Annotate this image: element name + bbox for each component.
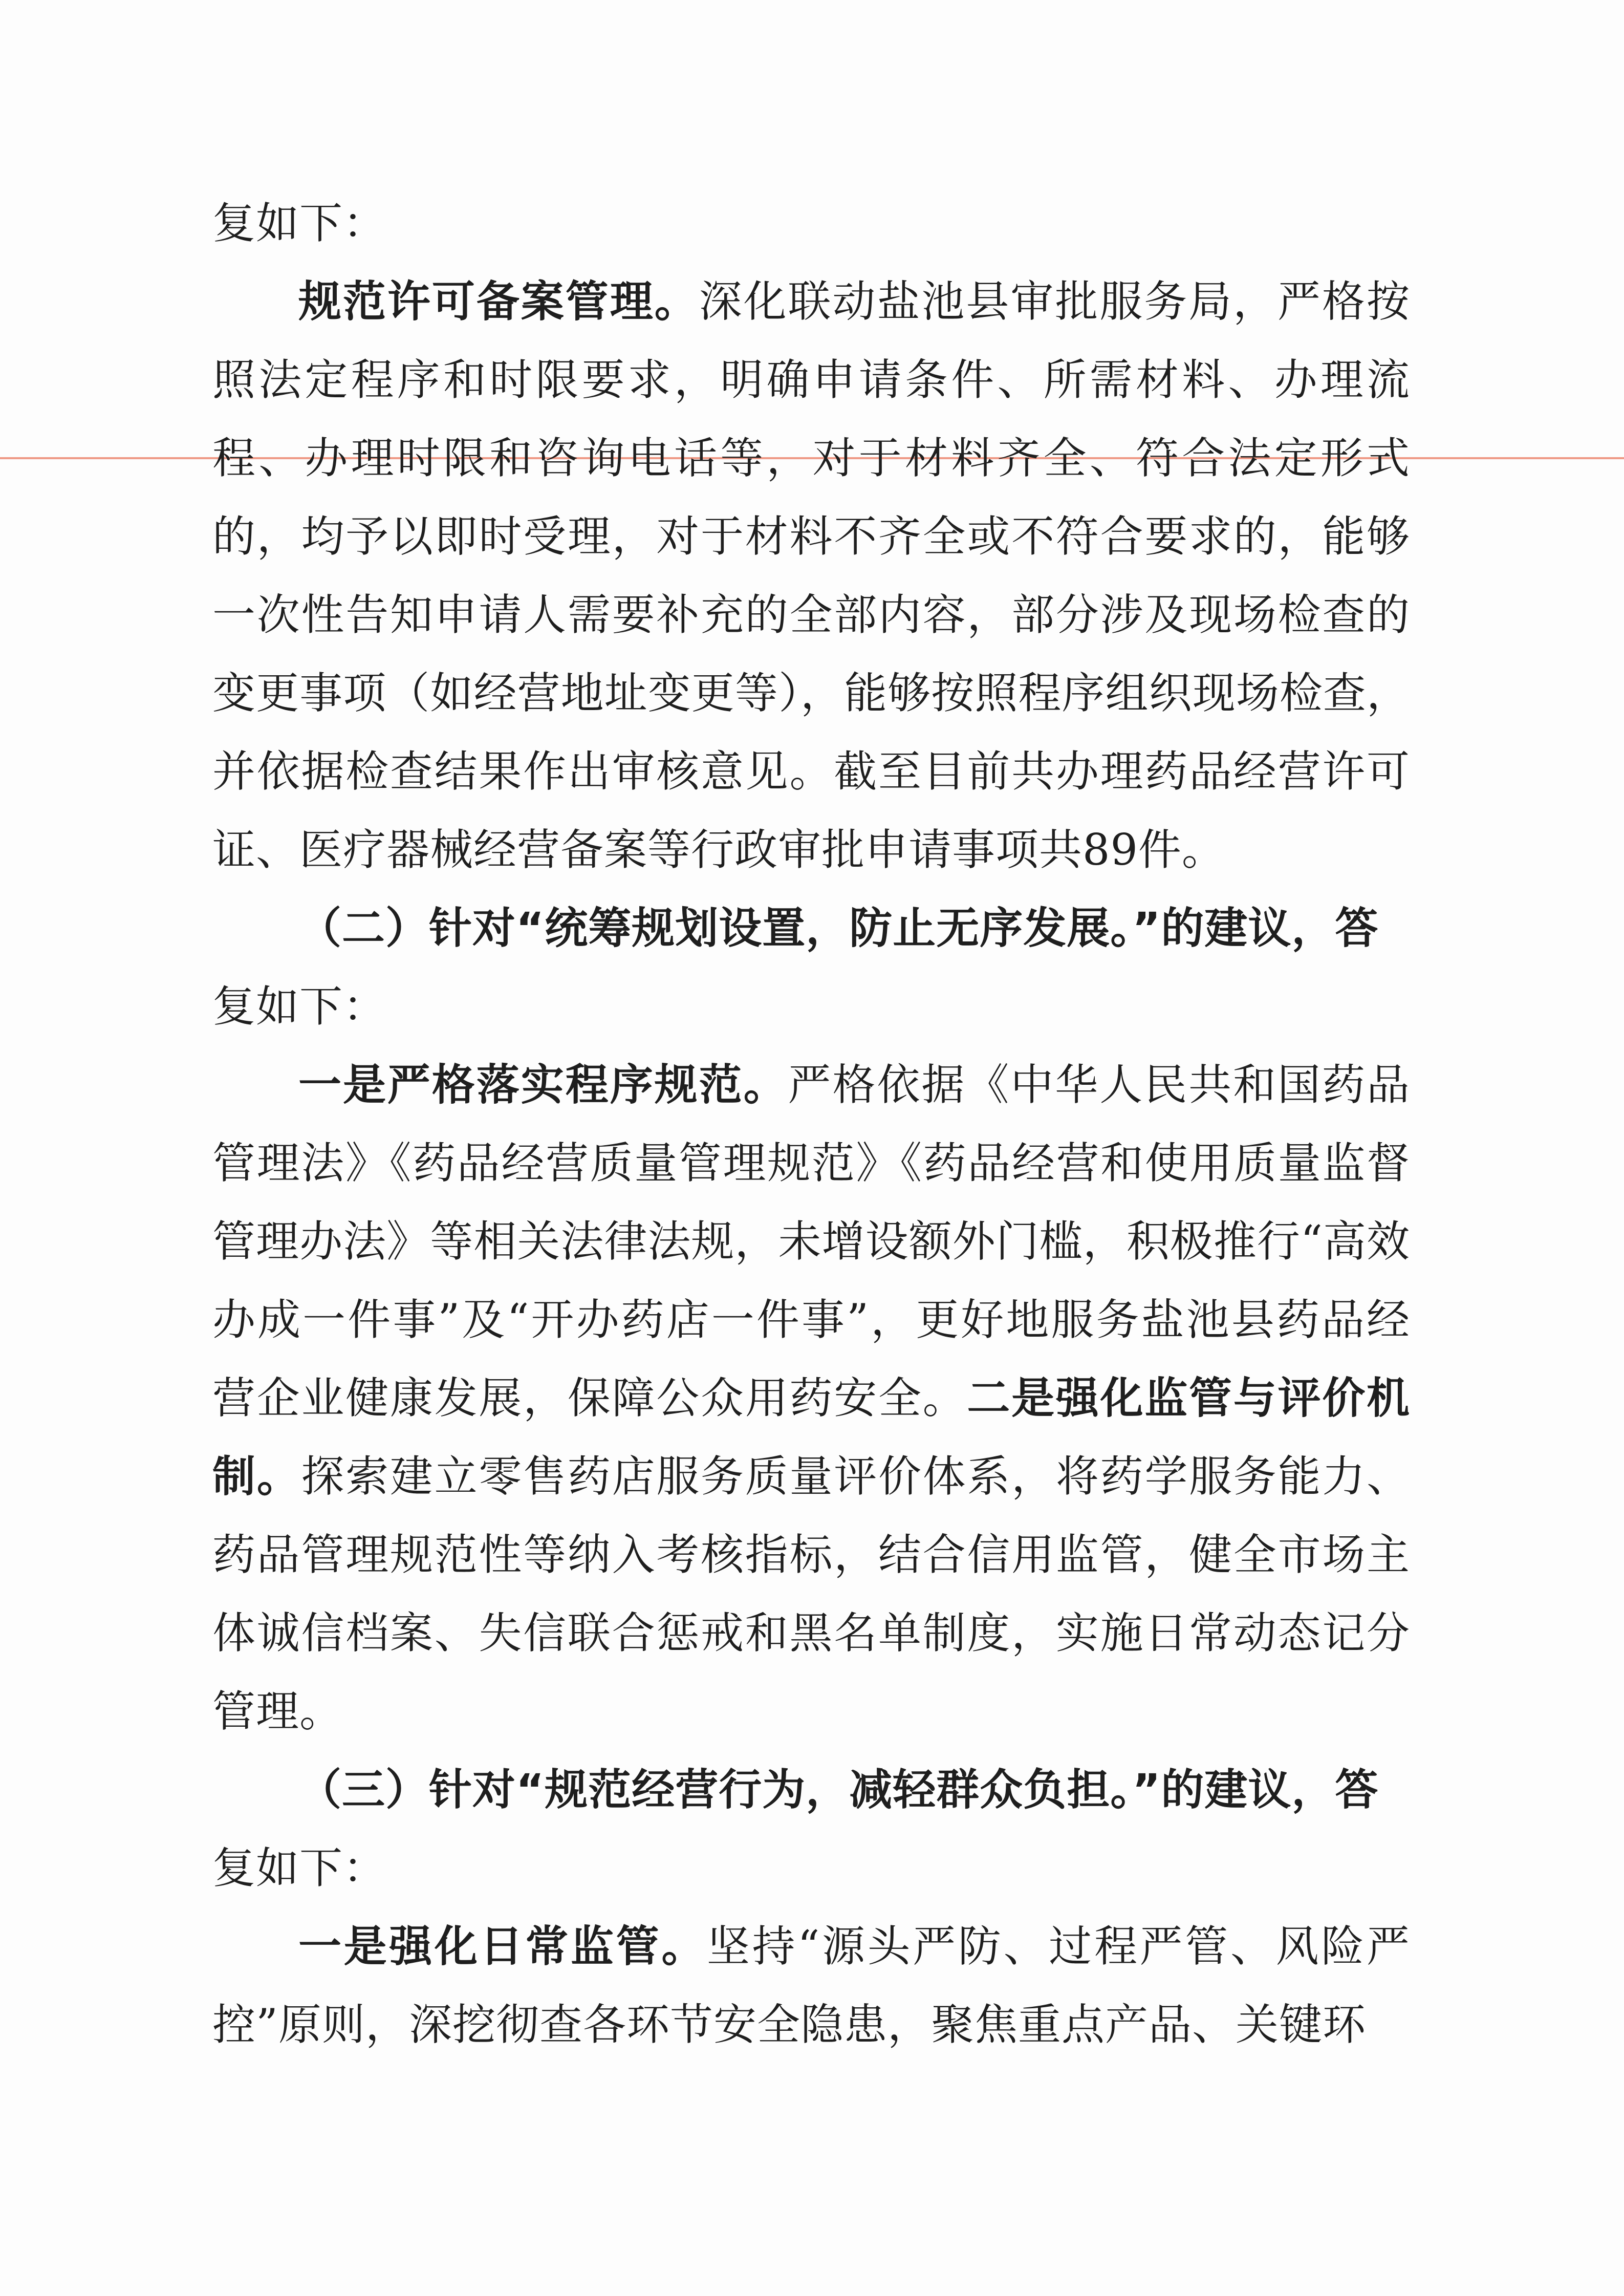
document-body bbox=[212, 184, 1410, 2064]
paragraph-lead-bold: 一是强化日常监管。 bbox=[298, 1921, 707, 1971]
paragraph-lead-bold: 一是严格落实程序规范。 bbox=[298, 1060, 788, 1110]
paragraph-reply-tail: 复如下： bbox=[212, 198, 387, 248]
paragraph-body: 严格依据《中华人民共和国药品管理法》《药品经营质量管理规范》《药品经营和使用质量监督管理办法》等相关法律法规，未增设额外门槛，积极推行“高效办成一件事”及“开办药店一件事”，更好地服务盐池县药品经营企业健康发展，保障公众用药安全。 bbox=[212, 1060, 1410, 1423]
section-heading-3: （三）针对“规范经营行为，减轻群众负担。”的建议，答 bbox=[298, 1765, 1379, 1815]
section-heading-3-tail: 复如下： bbox=[212, 1843, 387, 1893]
section-heading-2-tail: 复如下： bbox=[212, 981, 387, 1032]
paragraph-body: 坚持“源头严防、过程严管、风险严控”原则，深挖彻查各环节安全隐患，聚焦重点产品、关键环 bbox=[212, 1921, 1410, 2050]
paragraph-body: 深化联动盐池县审批服务局，严格按照法定程序和时限要求，明确申请条件、所需材料、办理流程、办理时限和咨询电话等，对于材料齐全、符合法定形式的，均予以即时受理，对于材料不齐全或不符合要求的，能够一次性告知申请人需要补充的全部内容，部分涉及现场检查的变更事项（如经营地址变更等），能够按照程序组织现场检查，并依据检查结果作出审核意见。截至目前共办理药品经营许可证、医疗器械经营备案等行政审批申请事项共89件。 bbox=[212, 276, 1410, 875]
section-heading-2: （二）针对“统筹规划设置，防止无序发展。”的建议，答 bbox=[298, 903, 1379, 953]
paragraph-daily-supervision bbox=[212, 1907, 1410, 2064]
paragraph-permit-management bbox=[212, 263, 1410, 889]
paragraph-body: 探索建立零售药店服务质量评价体系，将药学服务能力、药品管理规范性等纳入考核指标，结合信用监管，健全市场主体诚信档案、失信联合惩戒和黑名单制度，实施日常动态记分管理。 bbox=[212, 1451, 1410, 1736]
paragraph-lead-bold: 规范许可备案管理。 bbox=[298, 276, 699, 327]
paragraph-lead-bold: 二是强化监管与评价机制。 bbox=[212, 1373, 1410, 1501]
paragraph-procedure-norms bbox=[212, 1046, 1410, 1751]
